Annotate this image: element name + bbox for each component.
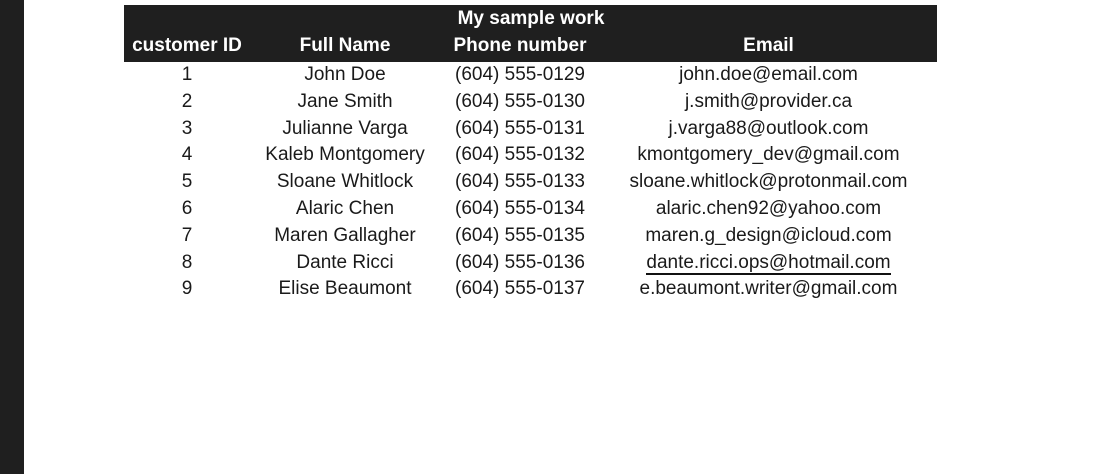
email-link[interactable]: dante.ricci.ops@hotmail.com	[646, 251, 891, 273]
cell-email: sloane.whitlock@protonmail.com	[629, 171, 908, 193]
cell-phone-number: (604) 555-0129	[455, 64, 585, 85]
table-row	[124, 223, 937, 250]
table-row	[124, 116, 937, 143]
cell-phone-number: (604) 555-0133	[455, 171, 585, 193]
cell-phone-number: (604) 555-0137	[455, 278, 585, 300]
cell-customer-id: 5	[181, 171, 193, 193]
cell-customer-id: 1	[181, 64, 193, 85]
cell-customer-id: 4	[181, 144, 193, 166]
column-header-row	[124, 32, 937, 62]
cell-email: j.varga88@outlook.com	[668, 117, 869, 139]
sample-work-table	[124, 5, 937, 303]
column-header-phone-number: Phone number	[453, 35, 587, 56]
table-header	[124, 5, 937, 62]
window-left-edge	[0, 0, 24, 474]
table-row	[124, 62, 937, 89]
cell-phone-number: (604) 555-0136	[455, 251, 585, 273]
table-title-row	[124, 5, 937, 32]
cell-customer-id: 9	[181, 278, 193, 300]
cell-email: j.smith@provider.ca	[684, 90, 853, 112]
cell-customer-id: 3	[181, 117, 193, 139]
cell-full-name: Kaleb Montgomery	[265, 144, 425, 166]
cell-phone-number: (604) 555-0130	[455, 90, 585, 112]
table-row	[124, 276, 937, 303]
cell-phone-number: (604) 555-0134	[455, 197, 585, 219]
cell-full-name: Elise Beaumont	[278, 278, 412, 300]
cell-email: kmontgomery_dev@gmail.com	[637, 144, 900, 166]
table-row	[124, 250, 937, 277]
cell-full-name: Dante Ricci	[296, 251, 394, 273]
table-row	[124, 142, 937, 169]
cell-full-name: Maren Gallagher	[274, 224, 416, 246]
cell-email	[600, 250, 937, 277]
table-body	[124, 62, 937, 303]
column-header-customer-id: customer ID	[132, 35, 242, 56]
cell-email: alaric.chen92@yahoo.com	[655, 197, 882, 219]
column-header-email: Email	[743, 35, 794, 56]
cell-full-name: John Doe	[304, 64, 386, 85]
cell-customer-id: 7	[181, 224, 193, 246]
cell-customer-id: 8	[181, 251, 193, 273]
cell-customer-id: 2	[181, 90, 193, 112]
cell-email: john.doe@email.com	[679, 64, 858, 85]
cell-full-name: Julianne Varga	[282, 117, 408, 139]
cell-full-name: Sloane Whitlock	[276, 171, 414, 193]
table-row	[124, 196, 937, 223]
table-row	[124, 169, 937, 196]
cell-phone-number: (604) 555-0132	[455, 144, 585, 166]
cell-phone-number: (604) 555-0131	[455, 117, 585, 139]
cell-full-name: Alaric Chen	[295, 197, 395, 219]
table-title: My sample work	[457, 8, 605, 29]
cell-email: e.beaumont.writer@gmail.com	[639, 278, 898, 300]
cell-customer-id: 6	[181, 197, 193, 219]
cell-email: maren.g_design@icloud.com	[645, 224, 892, 246]
table-row	[124, 89, 937, 116]
column-header-full-name: Full Name	[299, 35, 391, 56]
cell-phone-number: (604) 555-0135	[455, 224, 585, 246]
cell-full-name: Jane Smith	[297, 90, 393, 112]
